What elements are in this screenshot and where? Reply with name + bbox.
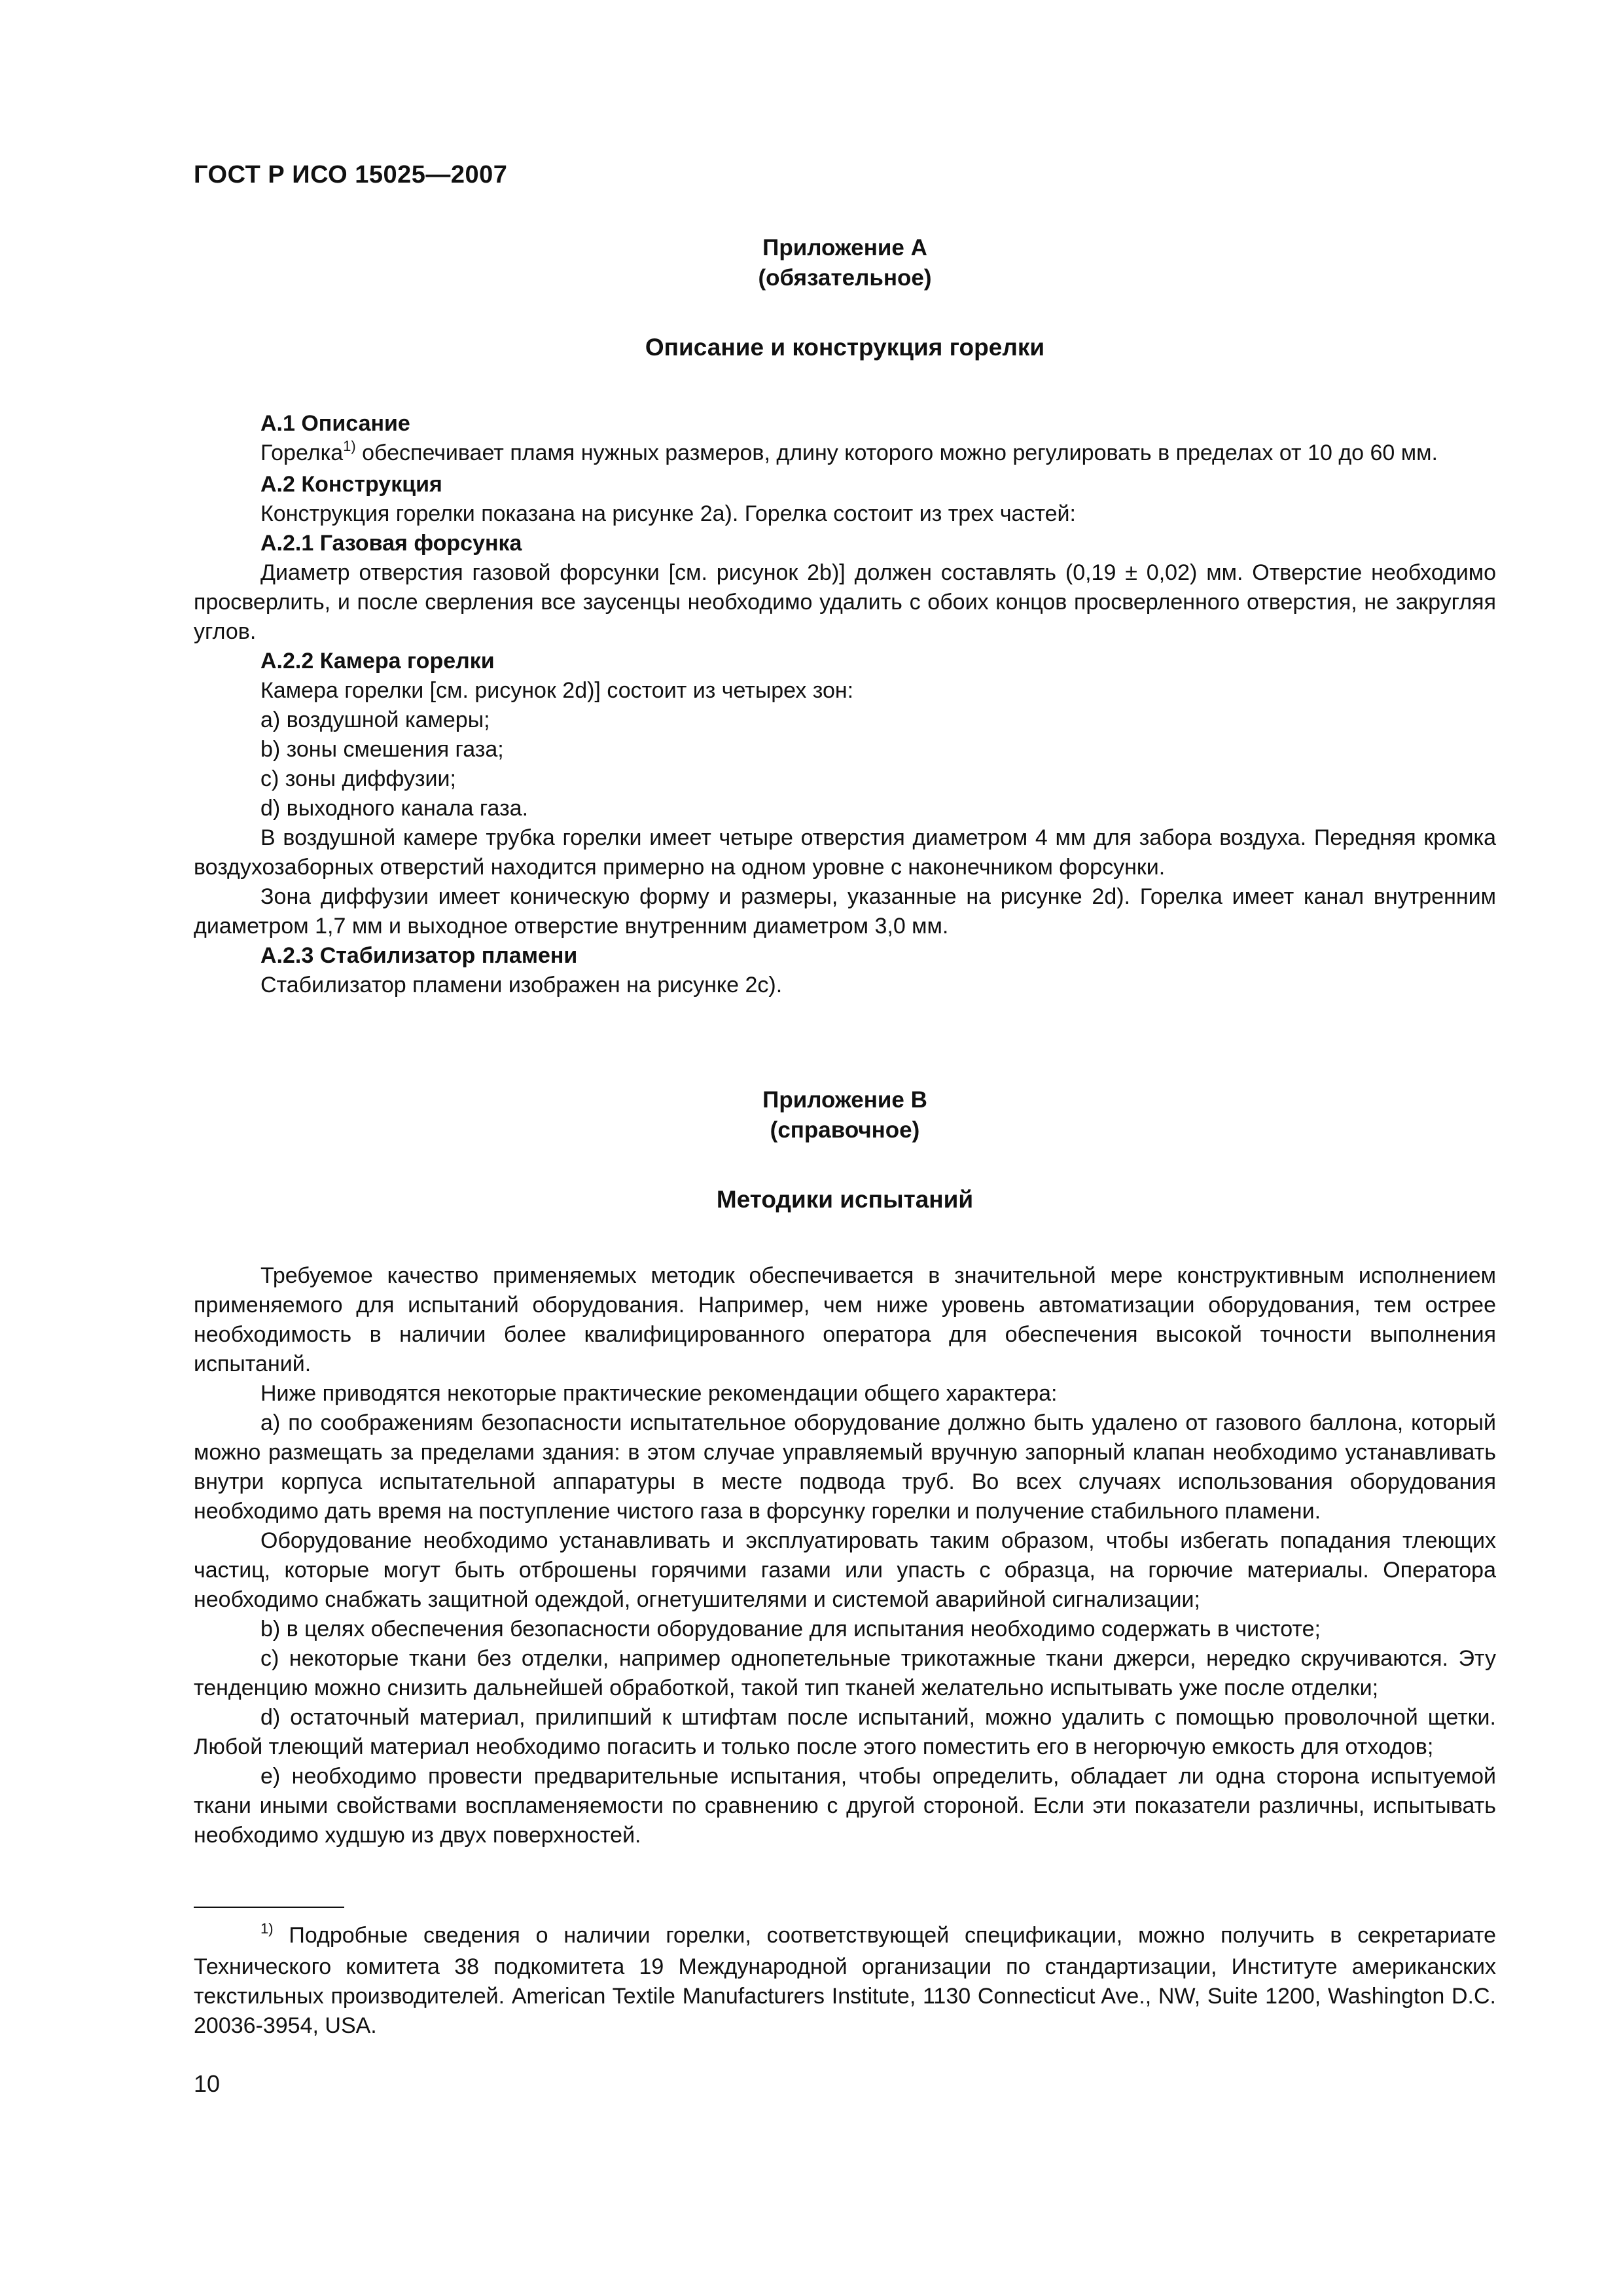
- section-a1-text: [194, 439, 1496, 470]
- footnote-text: Подробные сведения о наличии горелки, соответствующей спецификации, можно получить в секретариате Технического комитета 38 подкомитета 19 Международной организации по стандартизации, Институте американских текстильных производителей. American Textile Manufacturers Institute, 1130 Connecticut Ave., NW, Suite 1200, Washington D.C. 20036-3954, USA.: [194, 1923, 1496, 2038]
- section-a22-paragraph: Зона диффузии имеет коническую форму и размеры, указанные на рисунке 2d). Горелка имеет канал внутренним диаметром 1,7 мм и выходное отверстие внутренним диаметром 3,0 мм.: [194, 884, 1496, 939]
- section-a21-text: Диаметр отверстия газовой форсунки [см. рисунок 2b)] должен составлять (0,19 ± 0,02) мм. Отверстие необходимо просверлить, и после сверления все заусенцы необходимо удалить с обоих концов просверленного отверстия, не закругляя углов.: [194, 560, 1496, 644]
- section-a22-heading: А.2.2 Камера горелки: [260, 649, 495, 673]
- appendix-b-paragraph: Требуемое качество применяемых методик обеспечивается в значительной мере конструктивным исполнением применяемого для испытаний оборудования. Например, чем ниже уровень автоматизации оборудования, тем острее необходимость в наличии более квалифицированного оператора для обеспечения высокой точности выполнения испытаний.: [194, 1263, 1496, 1376]
- section-a22-paragraph: В воздушной камере трубка горелки имеет четыре отверстия диаметром 4 мм для забора воздуха. Передняя кромка воздухозаборных отверстий находится примерно на одном уровне с наконечником форсунки.: [194, 825, 1496, 880]
- document-number-header: ГОСТ Р ИСО 15025—2007: [194, 161, 508, 188]
- appendix-a-label: Приложение А: [762, 235, 927, 260]
- list-item: с) зоны диффузии;: [260, 766, 456, 791]
- appendix-b-paragraph: е) необходимо провести предварительные испытания, чтобы определить, обладает ли одна сторона испытуемой ткани иными свойствами воспламеняемости по сравнению с другой стороной. Если эти показатели различны, испытывать необходимо худшую из двух поверхностей.: [194, 1764, 1496, 1848]
- section-spacer: [194, 1000, 1496, 1085]
- page-content: [194, 233, 1496, 1850]
- footnote-divider: [194, 1907, 344, 1908]
- section-a23-text: Стабилизатор пламени изображен на рисунке 2с).: [260, 973, 783, 997]
- section-a23-heading: А.2.3 Стабилизатор пламени: [260, 943, 578, 968]
- appendix-b-title: Методики испытаний: [716, 1186, 974, 1213]
- appendix-a-status: (обязательное): [758, 265, 932, 291]
- section-a2-text: Конструкция горелки показана на рисунке 2а). Горелка состоит из трех частей:: [260, 501, 1076, 526]
- section-a1-heading: А.1 Описание: [260, 411, 410, 436]
- page-number: 10: [194, 2070, 221, 2097]
- appendix-b-paragraph: Ниже приводятся некоторые практические рекомендации общего характера:: [260, 1381, 1058, 1406]
- section-a21-heading: А.2.1 Газовая форсунка: [260, 531, 522, 556]
- footnote-reference-mark: 1): [343, 438, 356, 454]
- appendix-b-label: Приложение В: [762, 1087, 927, 1113]
- section-a1-text-start: Горелка: [260, 440, 344, 465]
- appendix-a-title: Описание и конструкция горелки: [645, 334, 1045, 361]
- section-a2-heading: А.2 Конструкция: [260, 472, 442, 497]
- appendix-b-status: (справочное): [770, 1117, 920, 1143]
- appendix-b-paragraph: а) по соображениям безопасности испытательное оборудование должно быть удалено от газового баллона, который можно размещать за пределами здания: в этом случае управляемый вручную запорный клапан необходимо устанавливать внутри корпуса испытательной аппаратуры в месте подвода труб. Во всех случаях использования оборудования необходимо дать время на поступление чистого газа в форсунку горелки и получение стабильного пламени.: [194, 1410, 1496, 1524]
- list-item: b) зоны смешения газа;: [260, 737, 504, 762]
- list-item: а) воздушной камеры;: [260, 708, 490, 732]
- footnote: [194, 1921, 1496, 2041]
- footnote-mark: 1): [260, 1920, 274, 1937]
- list-item: d) выходного канала газа.: [260, 796, 529, 821]
- appendix-b-paragraph: с) некоторые ткани без отделки, например однопетельные трикотажные ткани джерси, нередко скручиваются. Эту тенденцию можно снизить дальнейшей обработкой, такой тип тканей желательно испытывать уже после отделки;: [194, 1646, 1496, 1700]
- section-a22-text: Камера горелки [см. рисунок 2d)] состоит из четырех зон:: [260, 678, 854, 703]
- section-a1-text-rest: обеспечивает пламя нужных размеров, длину которого можно регулировать в пределах от 10 до 60 мм.: [355, 440, 1438, 465]
- appendix-b-paragraph: b) в целях обеспечения безопасности оборудование для испытания необходимо содержать в чистоте;: [260, 1617, 1321, 1641]
- appendix-b-paragraph: Оборудование необходимо устанавливать и эксплуатировать таким образом, чтобы избегать попадания тлеющих частиц, которые могут быть отброшены горячими газами или упасть с образца, на горючие материалы. Оператора необходимо снабжать защитной одеждой, огнетушителями и системой аварийной сигнализации;: [194, 1528, 1496, 1612]
- appendix-b-paragraph: d) остаточный материал, прилипший к штифтам после испытаний, можно удалить с помощью проволочной щетки. Любой тлеющий материал необходимо погасить и только после этого поместить его в негорючую емкость для отходов;: [194, 1705, 1496, 1759]
